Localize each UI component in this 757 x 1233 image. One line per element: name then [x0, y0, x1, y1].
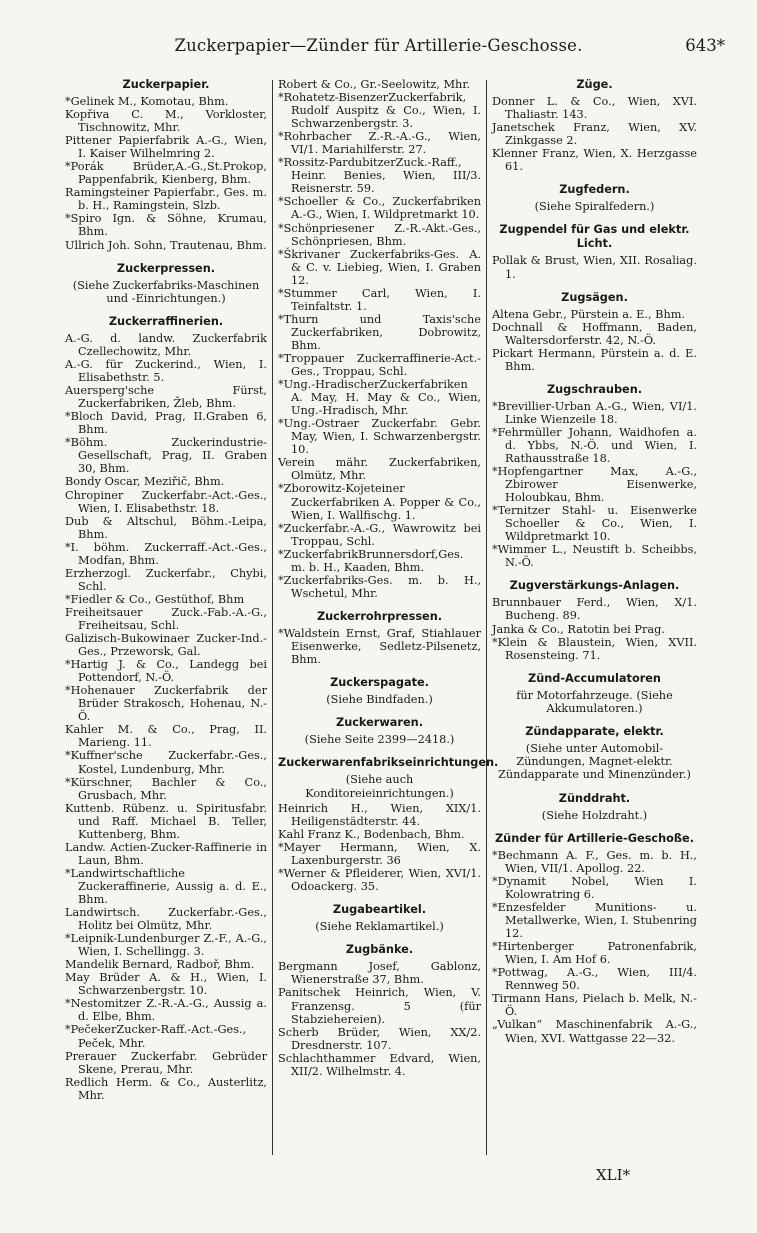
section-note: (Siehe Seite 2399—2418.) — [304, 733, 455, 747]
section-heading: Zugbänke. — [345, 943, 414, 957]
section-note: (Siehe Bindfaden.) — [326, 693, 433, 707]
column-1 — [65, 78, 267, 1102]
column-divider — [486, 80, 487, 1155]
directory-entry: *Rohatetz-BisenzerZuckerfabrik, Rudolf Auspitz & Co., Wien, I. Schwarzenbergstr. 3. — [278, 91, 481, 131]
section-note: (Siehe unter Automobil-Zündungen, Magnet-elektr. Zündapparate und Minenzünder.) — [498, 742, 691, 782]
directory-entry: Galizisch-Bukowinaer Zucker-Ind.-Ges., Przeworsk, Gal. — [65, 632, 267, 659]
directory-entry: Freiheitsauer Zuck.-Fab.-A.-G., Freiheitsau, Schl. — [65, 605, 267, 632]
directory-entry: Chropiner Zuckerfabr.-Act.-Ges., Wien, I. Elisabethstr. 18. — [65, 488, 267, 515]
section-note: für Motorfahrzeuge. (Siehe Akkumulatoren.) — [516, 688, 673, 715]
directory-entry: Landwirtsch. Zuckerfabr.-Ges., Holitz bei Olmütz, Mhr. — [65, 906, 267, 933]
directory-entry: Redlich Herm. & Co., Austerlitz, Mhr. — [65, 1075, 267, 1102]
directory-entry: Kuttenb. Rübenz. u. Spiritusfabr. und Raff. Michael B. Teller, Kuttenberg, Bhm. — [65, 801, 267, 841]
directory-entry: *Spiro Ign. & Söhne, Krumau, Bhm. — [65, 212, 267, 239]
section-heading: Zugabeartikel. — [332, 903, 427, 917]
directory-entry: *Zuckerfabr.-A.-G., Wawrowitz bei Troppau, Schl. — [278, 521, 481, 548]
directory-entry: *Wimmer L., Neustift b. Scheibbs, N.-Ö. — [492, 543, 697, 570]
directory-entry: *Pottwag, A.-G., Wien, III/4. Rennweg 50. — [492, 966, 697, 993]
directory-entry: *ZuckerfabrikBrunnersdorf,Ges. m. b. H., Kaaden, Bhm. — [278, 547, 464, 574]
directory-entry: *Hohenauer Zuckerfabrik der Brüder Strakosch, Hohenau, N.-Ö. — [65, 684, 267, 724]
directory-entry: *Hirtenberger Patronenfabrik, Wien, I. Am Hof 6. — [492, 940, 697, 967]
footer-page-mark: XLI* — [596, 1166, 631, 1184]
directory-entry: May Brüder A. & H., Wien, I. Schwarzenbergstr. 10. — [65, 971, 267, 998]
directory-entry: *Mayer Hermann, Wien, X. Laxenburgerstr. 36 — [278, 840, 481, 868]
page-number: 643* — [685, 36, 725, 55]
directory-entry: Donner L. & Co., Wien, XVI. Thaliastr. 143. — [492, 95, 697, 122]
directory-entry: Kahler M. & Co., Prag, II. Marieng. 11. — [65, 723, 267, 750]
directory-entry: *Nestomitzer Z.-R.-A.-G., Aussig a. d. Elbe, Bhm. — [65, 997, 267, 1024]
directory-entry: Prerauer Zuckerfabr. Gebrüder Skene, Prerau, Mhr. — [65, 1049, 267, 1076]
directory-entry: Dochnall & Hoffmann, Baden, Waltersdorferstr. 42, N.-Ö. — [492, 320, 697, 347]
directory-entry: *I. böhm. Zuckerraff.-Act.-Ges., Modfan, Bhm. — [65, 540, 267, 567]
directory-entry: Mandelik Bernard, Radboř, Bhm. — [65, 958, 255, 972]
directory-entry: Ramingsteiner Papierfabr., Ges. m. b. H., Ramingstein, Slzb. — [65, 186, 267, 213]
directory-entry: Erzherzogl. Zuckerfabr., Chybi, Schl. — [65, 566, 267, 593]
section-heading: Zuckerwaren. — [336, 716, 423, 730]
directory-entry: *Schönpriesener Z.-R.-Akt.-Ges., Schönpriesen, Bhm. — [278, 221, 481, 248]
directory-entry: *Thurn und Taxis'sche Zuckerfabriken, Dobrowitz, Bhm. — [278, 312, 481, 352]
directory-entry: *Böhm. Zuckerindustrie-Gesellschaft, Prag, II. Graben 30, Bhm. — [65, 436, 267, 476]
directory-entry: *Schoeller & Co., Zuckerfabriken A.-G., Wien, I. Wildpretmarkt 10. — [278, 195, 481, 222]
directory-entry: Altena Gebr., Pürstein a. E., Bhm. — [492, 307, 686, 321]
directory-entry: *Ternitzer Stahl- u. Eisenwerke Schoeller & Co., Wien, I. Wildpretmarkt 10. — [492, 504, 697, 544]
directory-entry: *Škrivaner Zuckerfabriks-Ges. A. & C. v. Liebieg, Wien, I. Graben 12. — [278, 247, 481, 287]
section-note: (Siehe Spiralfedern.) — [534, 200, 655, 214]
directory-entry: Pittener Papierfabrik A.-G., Wien, I. Kaiser Wilhelmring 2. — [65, 134, 267, 161]
directory-entry: Ullrich Joh. Sohn, Trautenau, Bhm. — [65, 238, 267, 252]
section-heading: Zuckerwarenfabrikseinrichtungen. — [278, 756, 499, 770]
section-note: (Siehe Holzdraht.) — [541, 808, 648, 822]
section-note: (Siehe Zuckerfabriks-Maschinen und -Einrichtungen.) — [72, 278, 260, 305]
directory-entry: *Hopfengartner Max, A.-G., Zbirower Eisenwerke, Holoubkau, Bhm. — [492, 465, 697, 505]
directory-entry: Auersperg'sche Fürst, Zuckerfabriken, Žleb, Bhm. — [65, 384, 267, 411]
directory-entry: *Bechmann A. F., Ges. m. b. H., Wien, VII/1. Apollog. 22. — [492, 848, 697, 875]
section-heading: Züge. — [576, 78, 613, 91]
directory-entry: *Landwirtschaftliche Zuckeraffinerie, Aussig a. d. E., Bhm. — [65, 866, 267, 906]
directory-entry: Klenner Franz, Wien, X. Herzgasse 61. — [492, 147, 697, 174]
section-note: (Siehe auch Konditoreieinrichtungen.) — [305, 773, 454, 800]
directory-entry: *Gelinek M., Komotau, Bhm. — [65, 95, 229, 108]
section-heading: Zuckerpressen. — [116, 261, 216, 275]
directory-entry: Pickart Hermann, Pürstein a. d. E. Bhm. — [492, 346, 697, 373]
section-heading: Zugverstärkungs-Anlagen. — [509, 579, 680, 593]
section-heading: Zuckerraffinerien. — [108, 314, 224, 328]
directory-entry: Janetschek Franz, Wien, XV. Zinkgasse 2. — [492, 121, 697, 148]
directory-entry: Janka & Co., Ratotin bei Prag. — [492, 622, 665, 636]
directory-entry: *Ung.-HradischerZuckerfabriken A. May, H. May & Co., Wien, Ung.-Hradisch, Mhr. — [278, 378, 481, 418]
directory-entry: Verein mähr. Zuckerfabriken, Olmütz, Mhr. — [278, 456, 481, 483]
directory-entry: Landw. Actien-Zucker-Raffinerie in Laun, Bhm. — [65, 840, 267, 867]
directory-entry: *Rossitz-PardubitzerZuck.-Raff., Heinr. Benies, Wien, III/3. Reisnerstr. 59. — [278, 156, 481, 196]
column-2 — [278, 78, 499, 1078]
directory-entry: *Brevillier-Urban A.-G., Wien, VI/1. Linke Wienzeile 18. — [492, 399, 697, 426]
directory-entry: *Werner & Pfleiderer, Wien, XVI/1. Odoackerg. 35. — [278, 867, 481, 894]
directory-entry: Dub & Altschul, Böhm.-Leipa, Bhm. — [65, 514, 267, 541]
section-heading: Zuckerspagate. — [330, 676, 429, 690]
page-header — [0, 36, 757, 62]
directory-entry: *Fiedler & Co., Gestüthof, Bhm — [65, 592, 245, 606]
section-heading: Zünder für Artillerie-Geschoße. — [494, 831, 694, 845]
directory-entry: Tirmann Hans, Pielach b. Melk, N.-Ö. — [492, 992, 697, 1019]
directory-entry: *Zborowitz-Kojeteiner Zuckerfabriken A. Popper & Co., Wien, I. Wallfischg. 1. — [278, 482, 481, 522]
running-title: Zuckerpapier—Zünder für Artillerie-Geschosse. — [174, 36, 583, 55]
directory-entry: *Troppauer Zuckerraffinerie-Act.-Ges., Troppau, Schl. — [278, 351, 481, 379]
directory-entry: *Hartig J. & Co., Landegg bei Pottendorf, N.-Ö. — [65, 658, 267, 685]
section-heading: Zünd-Accumulatoren — [528, 671, 661, 685]
directory-entry: Kopřiva C. M., Vorkloster, Tischnowitz, Mhr. — [65, 108, 267, 135]
directory-entry: Schlachthammer Edvard, Wien, XII/2. Wilhelmstr. 4. — [278, 1051, 481, 1078]
directory-entry: Bergmann Josef, Gablonz, Wienerstraße 37, Bhm. — [278, 960, 481, 987]
section-note: (Siehe Reklamartikel.) — [315, 920, 444, 934]
directory-entry: *Klein & Blaustein, Wien, XVII. Rosensteing. 71. — [492, 635, 697, 662]
section-heading: Zuckerpapier. — [122, 78, 210, 91]
directory-entry: Heinrich H., Wien, XIX/1. Heiligenstädterstr. 44. — [278, 801, 481, 828]
directory-entry: *Zuckerfabriks-Ges. m. b. H., Wschetul, Mhr. — [278, 573, 481, 600]
directory-entry: Kahl Franz K., Bodenbach, Bhm. — [278, 827, 465, 841]
directory-entry: Scherb Brüder, Wien, XX/2. Dresdnerstr. 107. — [278, 1025, 481, 1052]
directory-entry: Bondy Oscar, Meziřič, Bhm. — [65, 475, 225, 489]
directory-entry: Brunnbauer Ferd., Wien, X/1. Bucheng. 89. — [492, 596, 697, 623]
directory-entry: *Kuffner'sche Zuckerfabr.-Ges., Kostel, Lundenburg, Mhr. — [65, 749, 267, 776]
directory-entry: *Dynamit Nobel, Wien I. Kolowratring 6. — [492, 874, 697, 902]
directory-entry: Robert & Co., Gr.-Seelowitz, Mhr. — [278, 78, 471, 91]
section-heading: Zugschrauben. — [546, 382, 643, 396]
directory-entry: „Vulkan“ Maschinenfabrik A.-G., Wien, XVI. Wattgasse 22—32. — [492, 1018, 697, 1045]
directory-entry: Pollak & Brust, Wien, XII. Rosaliag. 1. — [492, 254, 697, 281]
section-heading: Zugfedern. — [559, 183, 630, 197]
column-divider — [272, 80, 273, 1155]
directory-entry: *Waldstein Ernst, Graf, Stiahlauer Eisenwerke, Sedletz-Pilsenetz, Bhm. — [278, 626, 481, 666]
directory-entry: *Rohrbacher Z.-R.-A.-G., Wien, VI/1. Mariahilferstr. 27. — [278, 130, 481, 157]
directory-entry: *PečekerZucker-Raff.-Act.-Ges., Peček, Mhr. — [65, 1023, 247, 1050]
directory-entry: *Leipnik-Lundenburger Z.-F., A.-G., Wien, I. Schellingg. 3. — [65, 932, 267, 959]
section-heading: Zugpendel für Gas und elektr. Licht. — [499, 223, 690, 251]
directory-entry: *Ung.-Ostraer Zuckerfabr. Gebr. May, Wien, I. Schwarzenbergstr. 10. — [278, 417, 481, 457]
directory-entry: *Kürschner, Bachler & Co., Grusbach, Mhr. — [65, 775, 267, 802]
section-heading: Zugsägen. — [561, 290, 628, 304]
directory-entry: *Stummer Carl, Wien, I. Teinfaltstr. 1. — [278, 286, 481, 313]
directory-entry: A.-G. d. landw. Zuckerfabrik Czellechowitz, Mhr. — [65, 331, 267, 359]
column-3 — [492, 78, 697, 1045]
directory-entry: *Bloch David, Prag, II.Graben 6, Bhm. — [65, 410, 267, 437]
directory-entry: Panitschek Heinrich, Wien, V. Franzensg. 5 (für Stabziehereien). — [278, 986, 481, 1026]
directory-entry: A.-G. für Zuckerind., Wien, I. Elisabethstr. 5. — [65, 358, 267, 385]
directory-entry: *Enzesfelder Munitions- u. Metallwerke, Wien, I. Stubenring 12. — [492, 901, 697, 941]
section-heading: Zündapparate, elektr. — [525, 725, 664, 739]
directory-entry: *Porák Brüder,A.-G.,St.Prokop, Pappenfabrik, Kienberg, Bhm. — [65, 160, 267, 187]
section-heading: Zuckerrohrpressen. — [316, 609, 443, 623]
section-heading: Zünddraht. — [558, 791, 631, 805]
directory-entry: *Fehrmüller Johann, Waidhofen a. d. Ybbs, N.-Ö. und Wien, I. Rathausstraße 18. — [492, 425, 697, 465]
